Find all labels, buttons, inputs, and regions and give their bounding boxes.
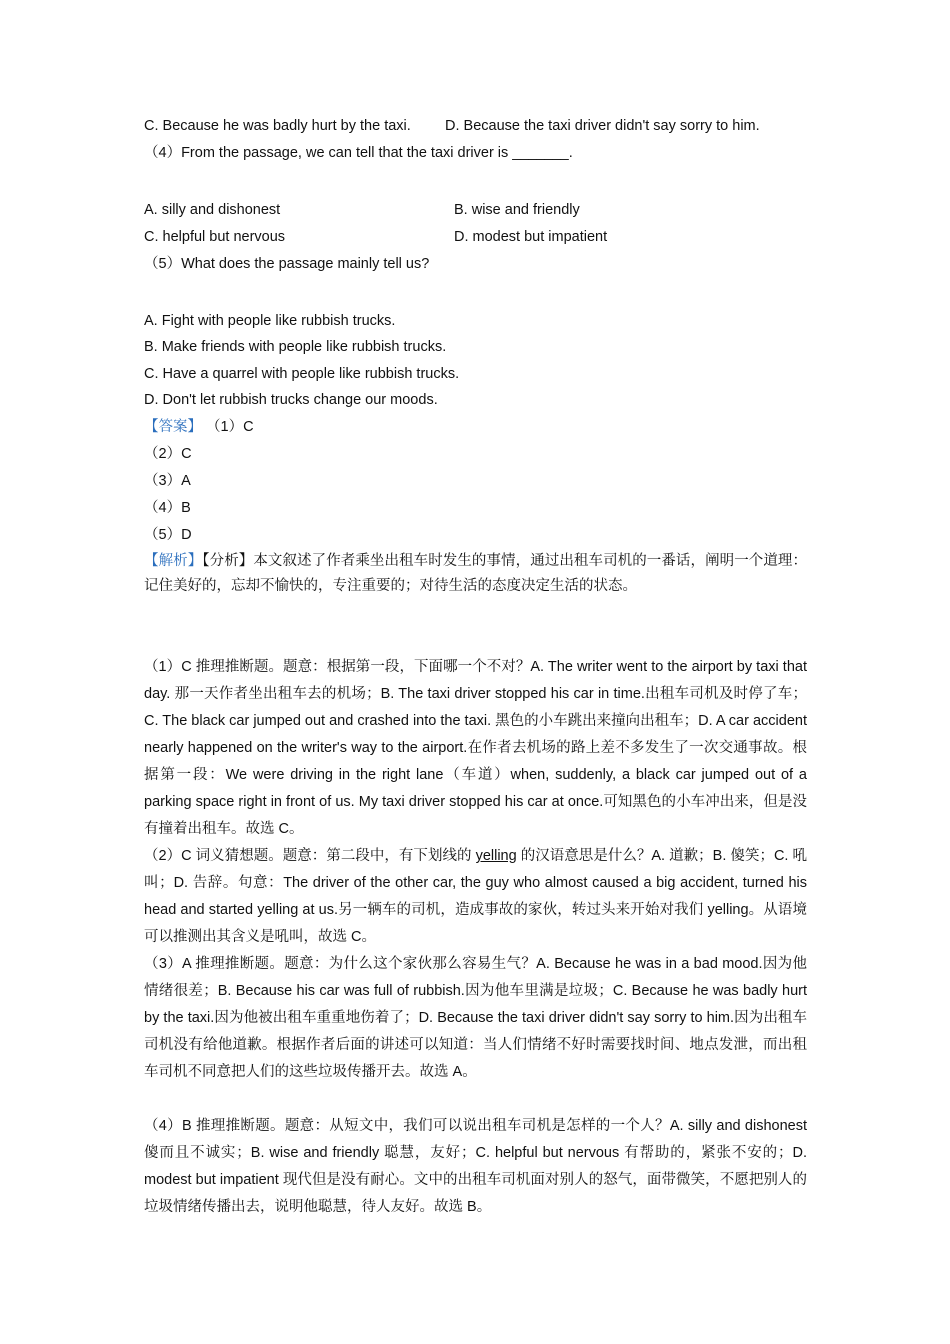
explanation-2 bbox=[144, 843, 807, 951]
answer-2: （2）C bbox=[144, 446, 192, 462]
answer-label: 【答案】 bbox=[144, 419, 202, 435]
explanation-2-after: 的汉语意思是什么？A. 道歉；B. 傻笑；C. 吼叫；D. 告辞。句意：The driver of the other car, the guy who almost caused a big accident, turned his head and started yelling at us.另一辆车的司机，造成事故的家伙，转过头来开始对我们 yelling。从语境可以推测出其含义是吼叫，故选 C。 bbox=[144, 848, 808, 945]
q4-option-d: D. modest but impatient bbox=[454, 229, 608, 245]
explanation-1: （1）C 推理推断题。题意：根据第一段，下面哪一个不对？A. The writer went to the airport by taxi that day. 那一天作者坐出租车去的机场；B. The taxi driver stopped his car in time.出租车司机及时停了车；C. The black car jumped out and crashed into the taxi. 黑色的小车跳出来撞向出租车；D. A car accident nearly happened on the writer's way to the airport.在作者去机场的路上差不多发生了一次交通事故。根据第一段：We were driving in the right lane（车道）when, suddenly, a black car jumped out of a parking space right in front of us. My taxi driver stopped his car at once.可知黑色的小车冲出来，但是没有撞着出租车。故选 C。 bbox=[144, 659, 807, 837]
q4-option-c: C. helpful but nervous bbox=[144, 229, 286, 245]
answer-4: （4）B bbox=[144, 500, 191, 516]
q4-options-row-1 bbox=[144, 200, 580, 220]
underlined-word-yelling: yelling bbox=[475, 848, 517, 864]
q5-option-a: A. Fight with people like rubbish trucks. bbox=[144, 313, 396, 329]
q4-stem: （4）From the passage, we can tell that the taxi driver is _______. bbox=[144, 145, 573, 161]
q4-option-a: A. silly and dishonest bbox=[144, 202, 281, 218]
answer-5: （5）D bbox=[144, 527, 192, 543]
q4-options-row-2 bbox=[144, 227, 608, 247]
q3-option-c: C. Because he was badly hurt by the taxi. bbox=[144, 118, 411, 134]
analysis-summary-text: 【分析】本文叙述了作者乘坐出租车时发生的事情，通过出租车司机的一番话，阐明一个道理：记住美好的，忘却不愉快的，专注重要的；对待生活的态度决定生活的状态。 bbox=[144, 553, 808, 594]
q5-option-b: B. Make friends with people like rubbish trucks. bbox=[144, 339, 447, 355]
q5-option-c: C. Have a quarrel with people like rubbish trucks. bbox=[144, 366, 460, 382]
q3-option-d: D. Because the taxi driver didn't say sorry to him. bbox=[445, 118, 760, 134]
q5-stem: （5）What does the passage mainly tell us? bbox=[144, 256, 430, 272]
explanation-4: （4）B 推理推断题。题意：从短文中，我们可以说出租车司机是怎样的一个人？A. silly and dishonest 傻而且不诚实；B. wise and friendly 聪慧，友好；C. helpful but nervous 有帮助的，紧张不安的；D. modest but impatient 现代但是没有耐心。文中的出租车司机面对别人的怒气，面带微笑，不愿把别人的垃圾情绪传播出去，说明他聪慧，待人友好。故选 B。 bbox=[144, 1118, 807, 1215]
q3-options-row bbox=[144, 116, 760, 136]
q4-option-b: B. wise and friendly bbox=[454, 202, 580, 218]
explanation-3: （3）A 推理推断题。题意：为什么这个家伙那么容易生气？A. Because he was in a bad mood.因为他情绪很差；B. Because his car was full of rubbish.因为他车里满是垃圾；C. Because he was badly hurt by the taxi.因为他被出租车重重地伤着了；D. Because the taxi driver didn't say sorry to him.因为出租车司机没有给他道歉。根据作者后面的讲述可以知道：当人们情绪不好时需要找时间、地点发泄，而出租车司机不同意把人们的这些垃圾传播开去。故选 A。 bbox=[144, 956, 807, 1080]
analysis-summary bbox=[144, 549, 807, 598]
analysis-label: 【解析】 bbox=[144, 553, 203, 569]
q5-option-d: D. Don't let rubbish trucks change our moods. bbox=[144, 392, 438, 408]
answer-1: （1）C bbox=[206, 419, 254, 435]
answer-row bbox=[144, 417, 254, 437]
explanation-2-before: （2）C 词义猜想题。题意：第二段中，有下划线的 bbox=[144, 848, 476, 864]
answer-3: （3）A bbox=[144, 473, 191, 489]
